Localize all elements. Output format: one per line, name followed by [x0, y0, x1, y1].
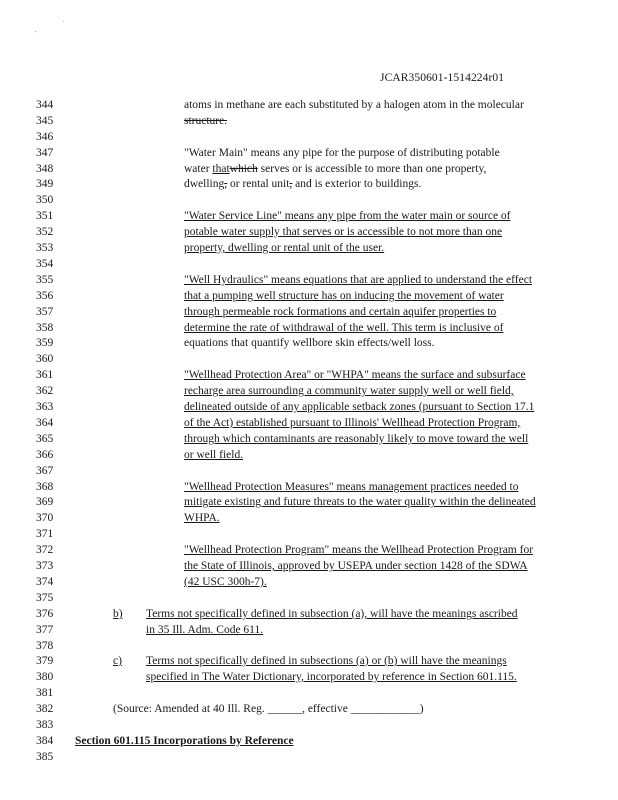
line-number: 377: [36, 624, 54, 636]
section-heading: Section 601.115 Incorporations by Reference: [75, 735, 294, 747]
text-line: potable water supply that serves or is accessible to not more than one: [184, 226, 503, 238]
text-line: mitigate existing and future threats to the water quality within the delineated: [184, 496, 536, 508]
line-number: 363: [36, 401, 54, 413]
line-number: 365: [36, 433, 54, 445]
line-number: 357: [36, 306, 54, 318]
inserted-text: that: [212, 163, 230, 175]
line-number: 355: [36, 274, 54, 286]
line-number: 351: [36, 210, 54, 222]
text-line: through permeable rock formations and certain aquifer properties to: [184, 306, 497, 318]
text-line: determine the rate of withdrawal of the well. This term is inclusive of: [184, 322, 504, 334]
definition-water-main: "Water Main" means any pipe for the purpose of distributing potable: [184, 147, 500, 159]
line-number: 348: [36, 163, 54, 175]
text-line: water thatwhich serves or is accessible to more than one property,: [184, 163, 487, 175]
definition-wellhead-protection-area: "Wellhead Protection Area" or "WHPA" means the surface and subsurface: [184, 369, 526, 381]
line-number: 369: [36, 496, 54, 508]
document-id: JCAR350601-1514224r01: [380, 72, 505, 84]
line-number: 361: [36, 369, 54, 381]
text-line: equations that quantify wellbore skin effects/well loss.: [184, 337, 435, 349]
struck-text: ,: [224, 178, 228, 190]
text-line: WHPA.: [184, 512, 220, 524]
struck-text: ,: [289, 178, 293, 190]
line-number: 356: [36, 290, 54, 302]
struck-text: which: [229, 163, 258, 175]
line-number: 384: [36, 735, 54, 747]
line-number: 360: [36, 353, 54, 365]
line-number: 358: [36, 322, 54, 334]
text-line: or well field.: [184, 449, 244, 461]
line-number: 354: [36, 258, 54, 270]
text-line: specified in The Water Dictionary, incorporated by reference in Section 601.115.: [146, 671, 517, 683]
line-number: 371: [36, 528, 54, 540]
definition-well-hydraulics: "Well Hydraulics" means equations that are applied to understand the effect: [184, 274, 533, 286]
line-number: 344: [36, 99, 54, 111]
line-number: 350: [36, 194, 54, 206]
definition-wellhead-protection-measures: "Wellhead Protection Measures" means management practices needed to: [184, 481, 519, 493]
text-line: through which contaminants are reasonably likely to move toward the well: [184, 433, 529, 445]
struck-text: structure.: [184, 115, 228, 127]
line-number: 374: [36, 576, 54, 588]
subsection-b-label: b): [113, 608, 123, 620]
text-line: the State of Illinois, approved by USEPA under section 1428 of the SDWA: [184, 560, 528, 572]
line-number: 381: [36, 687, 54, 699]
line-number: 380: [36, 671, 54, 683]
line-number: 359: [36, 337, 54, 349]
subsection-c-text: Terms not specifically defined in subsections (a) or (b) will have the meanings: [146, 655, 507, 667]
line-number: 366: [36, 449, 54, 461]
line-number: 352: [36, 226, 54, 238]
line-number: 353: [36, 242, 54, 254]
text-line: delineated outside of any applicable setback zones (pursuant to Section 17.1: [184, 401, 535, 413]
subsection-b-text: Terms not specifically defined in subsection (a), will have the meanings ascribed: [146, 608, 518, 620]
subsection-c-label: c): [113, 655, 122, 667]
line-number: 373: [36, 560, 54, 572]
text-line: (42 USC 300h-7).: [184, 576, 267, 588]
line-number: 382: [36, 703, 54, 715]
scan-mark: .: [63, 18, 65, 24]
line-number: 367: [36, 465, 54, 477]
scan-mark: ': [35, 31, 37, 37]
line-number: 346: [36, 131, 54, 143]
line-number: 372: [36, 544, 54, 556]
text-line: recharge area surrounding a community water supply well or well field,: [184, 385, 514, 397]
text-line: dwelling, or rental unit, and is exterior to buildings.: [184, 178, 422, 190]
line-number: 379: [36, 655, 54, 667]
text-line: that a pumping well structure has on inducing the movement of water: [184, 290, 504, 302]
text-line: property, dwelling or rental unit of the user.: [184, 242, 385, 254]
line-number: 375: [36, 592, 54, 604]
definition-wellhead-protection-program: "Wellhead Protection Program" means the Wellhead Protection Program for: [184, 544, 534, 556]
line-number: 347: [36, 147, 54, 159]
line-number: 349: [36, 178, 54, 190]
line-number: 345: [36, 115, 54, 127]
line-number: 383: [36, 719, 54, 731]
line-number: 376: [36, 608, 54, 620]
line-number: 370: [36, 512, 54, 524]
line-number: 368: [36, 481, 54, 493]
definition-water-service-line: "Water Service Line" means any pipe from the water main or source of: [184, 210, 511, 222]
line-number: 364: [36, 417, 54, 429]
text-line: atoms in methane are each substituted by a halogen atom in the molecular: [184, 99, 524, 111]
text-line: of the Act) established pursuant to Illinois' Wellhead Protection Program,: [184, 417, 521, 429]
text-line: in 35 Ill. Adm. Code 611.: [146, 624, 264, 636]
line-number: 362: [36, 385, 54, 397]
source-note: (Source: Amended at 40 Ill. Reg. ______, effective ____________): [113, 703, 424, 715]
line-number: 385: [36, 751, 54, 763]
line-number: 378: [36, 640, 54, 652]
